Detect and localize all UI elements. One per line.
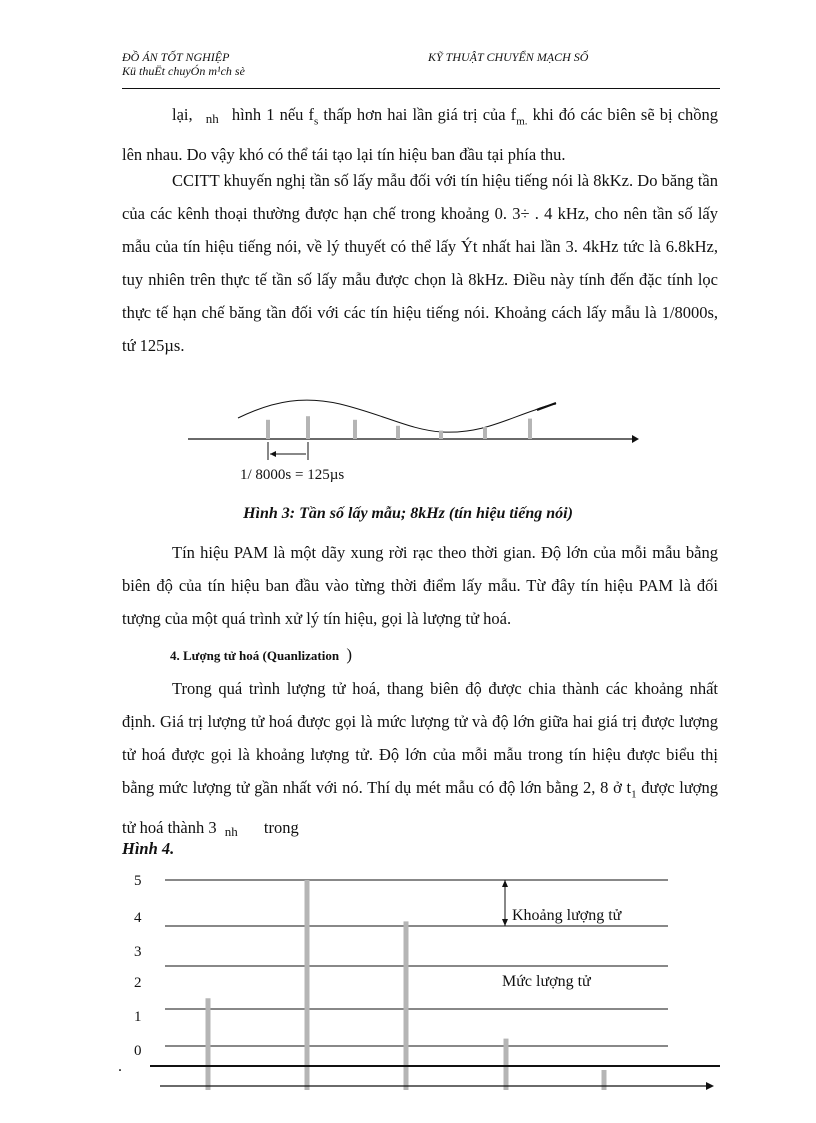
- figure-4-reference: Hình 4.: [122, 839, 175, 858]
- time-axis-arrowhead: [632, 435, 639, 443]
- p1-text-c: thấp hơn hai lần giá trị của f: [318, 105, 517, 124]
- p4-sub: 1: [631, 788, 637, 801]
- analog-signal-tail: [537, 403, 556, 410]
- p1-nh: nh: [205, 111, 219, 126]
- sample-pulse: [396, 426, 400, 439]
- header-left-subtitle: Kü thuËt chuyÓn m¹ch sè: [122, 64, 245, 78]
- sample-pulses: [266, 416, 532, 439]
- p1-text-a: lại,: [172, 105, 193, 124]
- paragraph-2: CCITT khuyến nghị tần số lấy mẫu đối với tín hiệu tiếng nói là 8kKz. Do băng tần của các kênh thoại thường được hạn chế trong khoảng 0. 3÷ . 4 kHz, cho nên tần số lấy mẫu của tín hiệu tiếng nói, về lý thuyết có thể lấy Ýt nhất hai lần 3. 4kHz tức là 6.8kHz, tuy nhiên trên thực tế tần số lấy mẫu được chọn là 8kHz. Điều này tính đến đặc tính lọc thực tế hạn chế băng tần đối với các tín hiệu tiếng nói. Khoảng cách lấy mẫu là 1/8000s, tứ 125µs.: [122, 171, 718, 355]
- level-label-2: 2: [134, 975, 142, 991]
- section-4-heading: [170, 645, 352, 665]
- interval-label-fig4: Khoảng lượng tử: [512, 907, 622, 924]
- quantized-sample: [404, 921, 409, 1090]
- interval-arrowhead-left: [270, 451, 276, 457]
- header-right-title: KỸ THUẬT CHUYỂN MẠCH SỐ: [428, 50, 589, 64]
- p1-text-d: khi đó các biên sẽ bị chồng lên nhau. Do vậy khó có thể tái tạo lại tín hiệu ban đầu tại phía thu.: [122, 105, 719, 165]
- level-label-0: 0: [134, 1043, 142, 1059]
- quantized-sample: [504, 1039, 509, 1090]
- section-4-paren: ): [346, 645, 352, 664]
- quantized-sample: [206, 998, 211, 1090]
- quantized-sample: [602, 1070, 607, 1090]
- p4-end: trong: [259, 818, 299, 838]
- level-label-3: 3: [134, 944, 142, 960]
- interval-dimension-arrow-top: [502, 880, 508, 887]
- paragraph-4: [122, 672, 718, 845]
- sample-pulse: [306, 416, 310, 439]
- figure-3-sampling-diagram: [180, 390, 640, 485]
- sample-pulse: [266, 420, 270, 439]
- header-left-title: ĐỒ ÁN TỐT NGHIỆP: [122, 50, 230, 64]
- level-label-fig4: Mức lượng tử: [502, 973, 591, 990]
- interval-label: 1/ 8000s = 125µs: [240, 467, 345, 483]
- sample-pulse: [528, 419, 532, 439]
- interval-dimension-arrow-bottom: [502, 919, 508, 926]
- paragraph-1: [122, 98, 718, 171]
- header-rule: [122, 88, 720, 89]
- sample-pulse: [483, 427, 487, 439]
- p4-tail: được lượng tử hoá thành 3: [122, 778, 718, 838]
- p1-text-b: hình 1 nếu f: [231, 105, 314, 124]
- level-label-1: 1: [134, 1009, 142, 1025]
- figure-3-caption: Hình 3: Tần số lấy mẫu; 8kHz (tín hiệu tiếng nói): [243, 505, 573, 522]
- figure-4-quantization-diagram: [120, 866, 720, 1096]
- paragraph-3: Tín hiệu PAM là một dãy xung rời rạc theo thời gian. Độ lớn của mỗi mẫu bằng biên độ của tín hiệu ban đầu vào từng thời điểm lấy mẫu. Từ đây tín hiệu PAM là đối tượng của một quá trình xử lý tín hiệu, gọi là lượng tử hoá.: [122, 543, 718, 628]
- p1-sub-m: m.: [516, 115, 528, 128]
- level-label-5: 5: [134, 873, 142, 889]
- header-left: [122, 50, 245, 78]
- p1-sub-s: s: [314, 115, 319, 128]
- p4-text: Trong quá trình lượng tử hoá, thang biên độ được chia thành các khoảng nhất định. Giá trị lượng tử hoá được gọi là mức lượng tử và độ lớn giữa hai giá trị được lượng tử hoá được gọi là khoảng lượng tử. Độ lớn của mỗi mẫu trong tín hiệu được biểu thị bằng mức lượng tử gần nhất với nó. Thí dụ mét mẫu có độ lớn bằng 2, 8 ở t: [122, 679, 718, 797]
- time-axis-fig4-arrowhead: [706, 1082, 714, 1090]
- sample-pulse: [353, 420, 357, 439]
- quantized-sample: [305, 880, 310, 1090]
- section-4-title: 4. Lượng tử hoá (Quanlization: [170, 648, 340, 663]
- p4-nh: nh: [224, 824, 238, 840]
- bottom-dot: .: [118, 1058, 122, 1075]
- sample-pulse: [439, 431, 443, 439]
- level-label-4: 4: [134, 910, 142, 926]
- quantization-levels: [134, 873, 668, 1059]
